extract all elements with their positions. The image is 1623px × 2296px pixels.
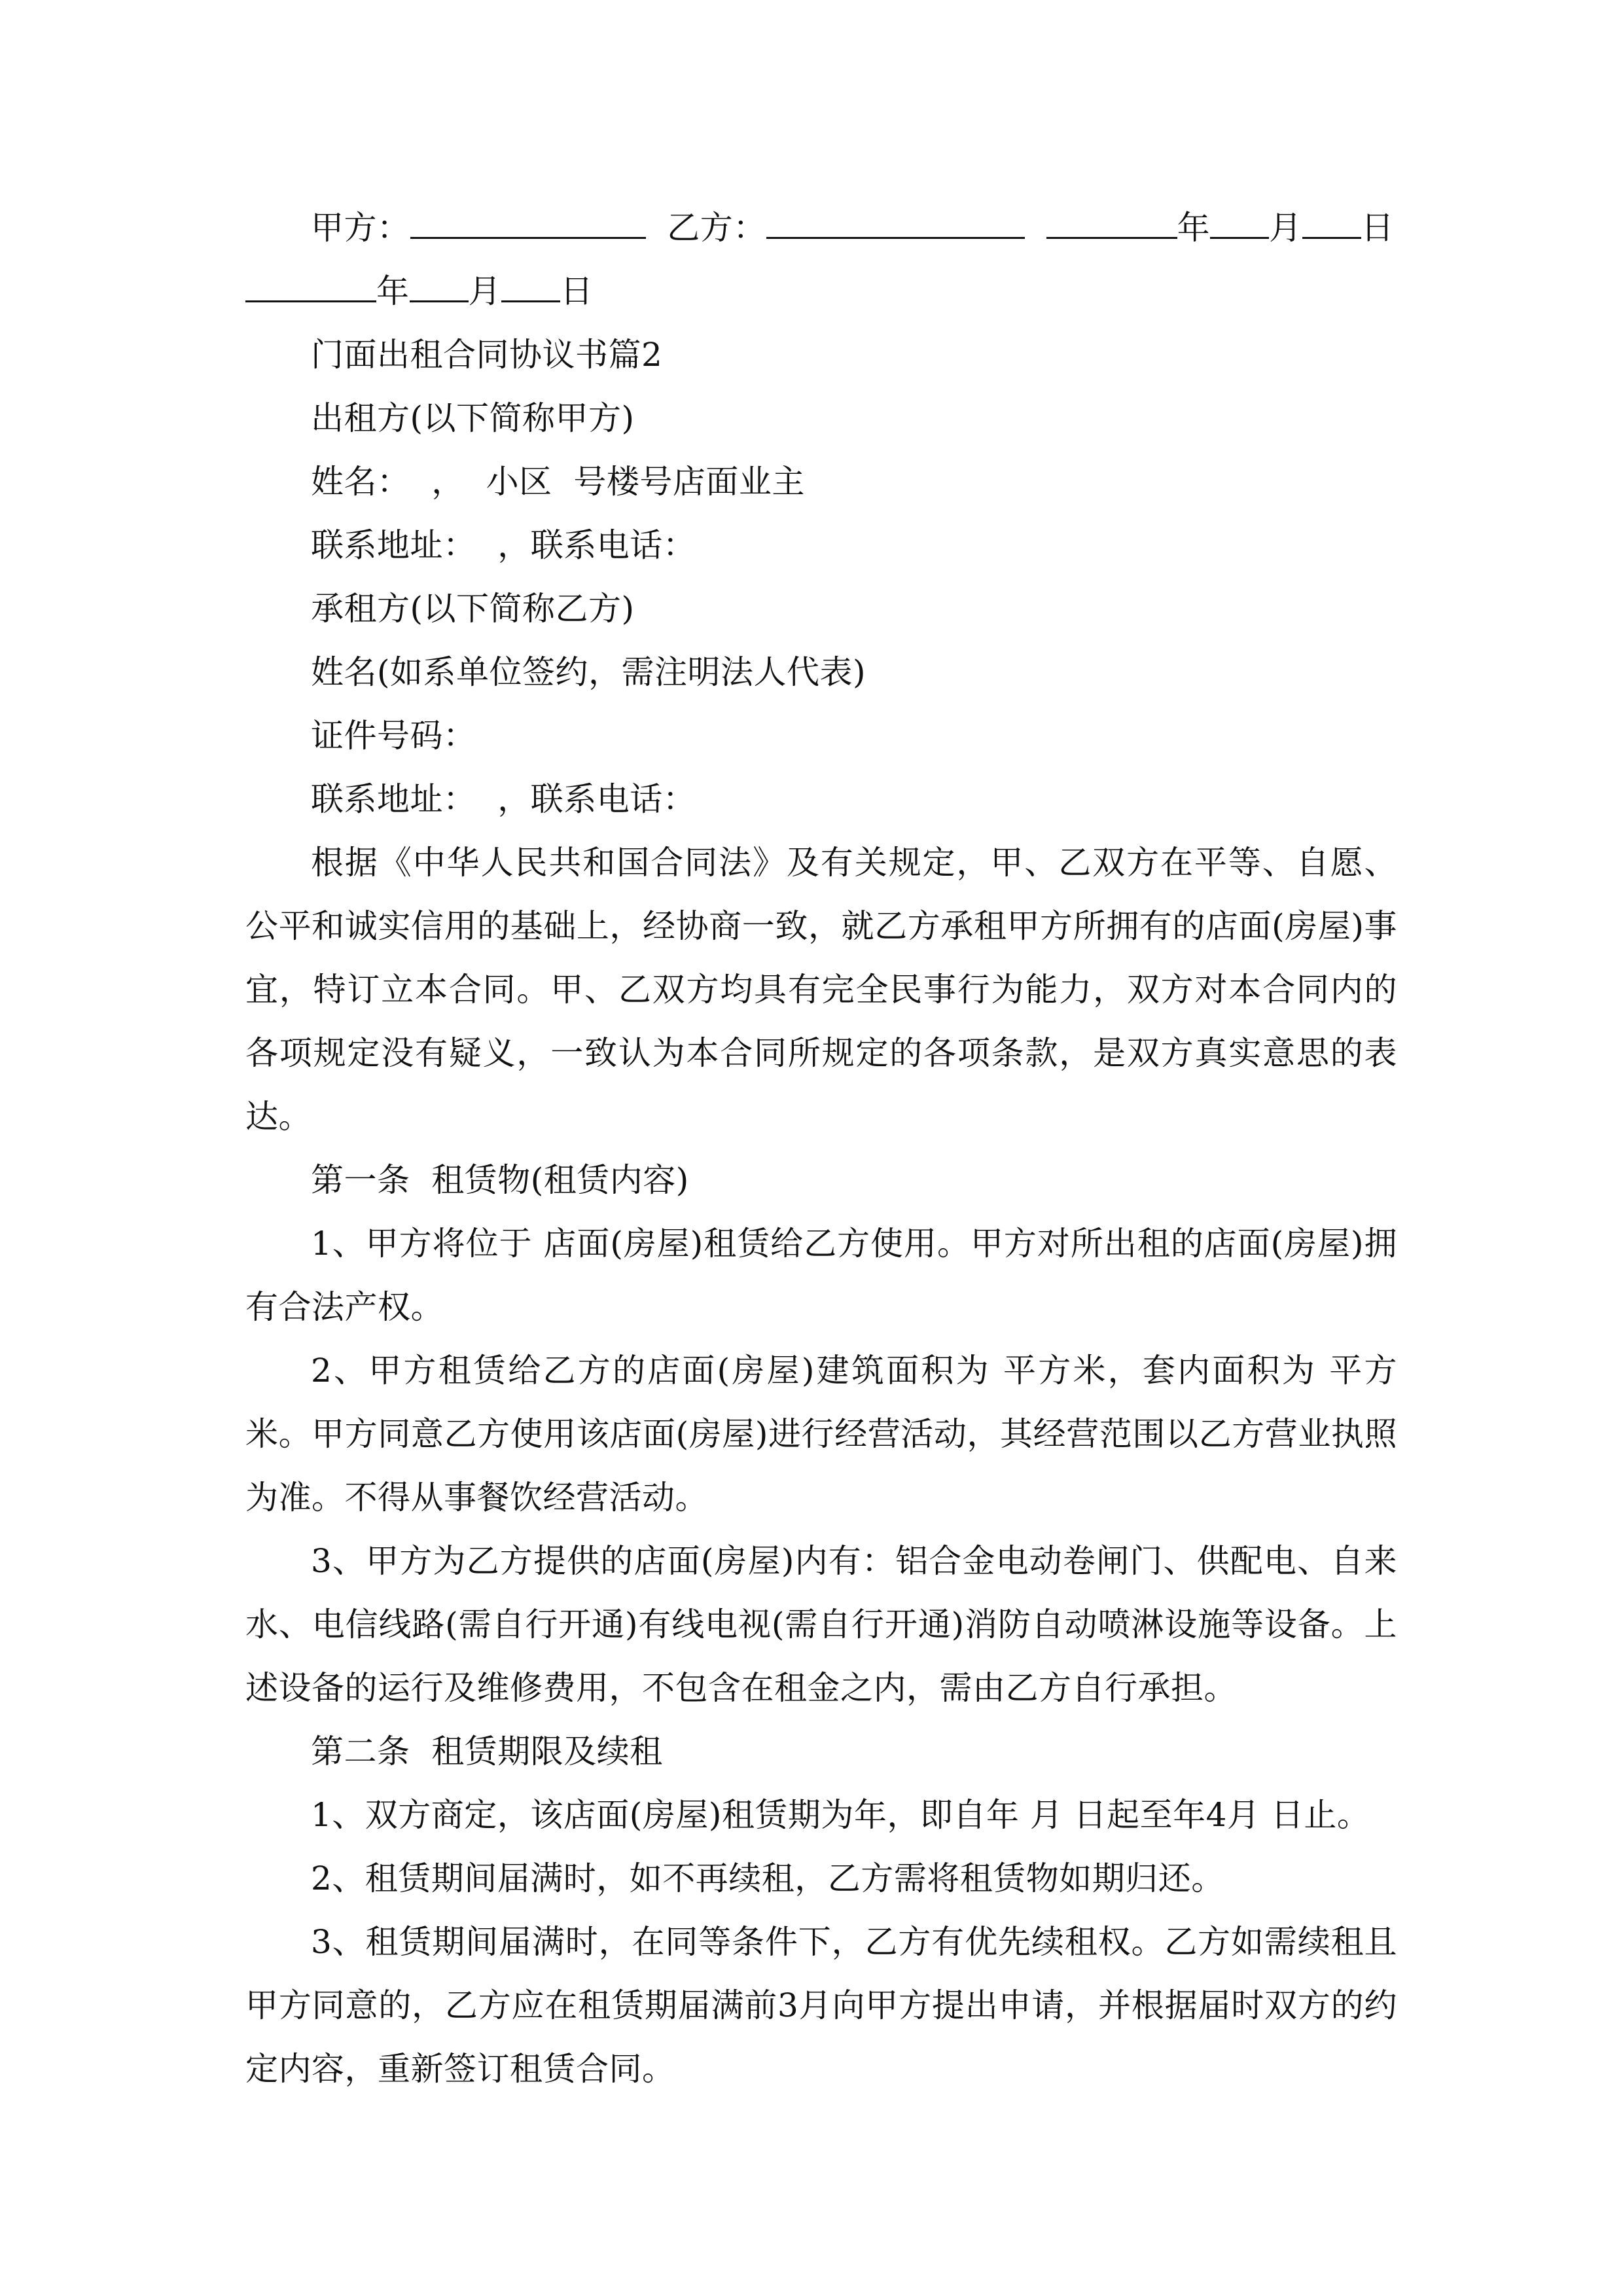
date-b-month-blank <box>410 262 469 302</box>
lessee-id: 证件号码： <box>311 717 476 755</box>
signature-line-2 <box>245 260 1397 323</box>
preamble-paragraph: 根据《中华人民共和国合同法》及有关规定，甲、乙双方在平等、自愿、公平和诚实信用的基础上，经协商一致，就乙方承租甲方所拥有的店面(房屋)事宜，特订立本合同。甲、乙双方均具有完全民事行为能力，双方对本合同内的各项规定没有疑义，一致认为本合同所规定的各项条款，是双方真实意思的表达。 <box>245 844 1397 1136</box>
party-b-label: 乙方： <box>667 209 766 247</box>
article-2-item-3: 3、租赁期间届满时，在同等条件下，乙方有优先续租权。乙方如需续租且甲方同意的，乙方应在租赁期届满前3月向甲方提出申请，并根据届时双方的约定内容，重新签订租赁合同。 <box>245 1923 1397 2088</box>
party-b-blank <box>766 199 1025 239</box>
date-b-day-blank <box>501 262 560 302</box>
document-body <box>245 196 1397 2101</box>
date-a-month-blank <box>1210 199 1269 239</box>
lessor-name: 姓名： ， 小区 号楼号店面业主 <box>311 463 805 501</box>
date-b-month: 月 <box>468 272 501 310</box>
signature-line-1 <box>245 196 1397 260</box>
date-a-year: 年 <box>1177 209 1211 247</box>
date-b-day: 日 <box>560 272 594 310</box>
lessee-name: 姓名(如系单位签约，需注明法人代表) <box>311 653 866 691</box>
date-b-year-blank <box>245 262 376 302</box>
article-1-item-1: 1、甲方将位于 店面(房屋)租赁给乙方使用。甲方对所出租的店面(房屋)拥有合法产权。 <box>245 1225 1397 1326</box>
article-1-heading: 第一条 租赁物(租赁内容) <box>311 1161 689 1199</box>
article-2-item-1: 1、双方商定，该店面(房屋)租赁期为年，即自年 月 日起至年4月 日止。 <box>311 1796 1370 1834</box>
lessor-contact: 联系地址： ，联系电话： <box>311 526 696 564</box>
article-1-item-2: 2、甲方租赁给乙方的店面(房屋)建筑面积为 平方米，套内面积为 平方米。甲方同意乙方使用该店面(房屋)进行经营活动，其经营范围以乙方营业执照为准。不得从事餐饮经营活动。 <box>245 1352 1397 1516</box>
date-a-day: 日 <box>1361 209 1395 247</box>
article-2-heading: 第二条 租赁期限及续租 <box>311 1732 663 1770</box>
party-a-label: 甲方： <box>311 209 410 247</box>
article-1-item-3: 3、甲方为乙方提供的店面(房屋)内有：铝合金电动卷闸门、供配电、自来水、电信线路(需自行开通)有线电视(需自行开通)消防自动喷淋设施等设备。上述设备的运行及维修费用，不包含在租金之内，需由乙方自行承担。 <box>245 1542 1397 1707</box>
lessor-heading: 出租方(以下简称甲方) <box>311 399 635 437</box>
document-title: 门面出租合同协议书篇2 <box>311 336 663 374</box>
party-a-blank <box>410 199 646 239</box>
lessee-contact: 联系地址： ，联系电话： <box>311 780 696 818</box>
lessee-heading: 承租方(以下简称乙方) <box>311 590 635 628</box>
date-a-month: 月 <box>1269 209 1302 247</box>
date-b-year: 年 <box>376 272 410 310</box>
date-a-day-blank <box>1302 199 1361 239</box>
date-a-year-blank <box>1046 199 1177 239</box>
article-2-item-2: 2、租赁期间届满时，如不再续租，乙方需将租赁物如期归还。 <box>311 1859 1224 1897</box>
